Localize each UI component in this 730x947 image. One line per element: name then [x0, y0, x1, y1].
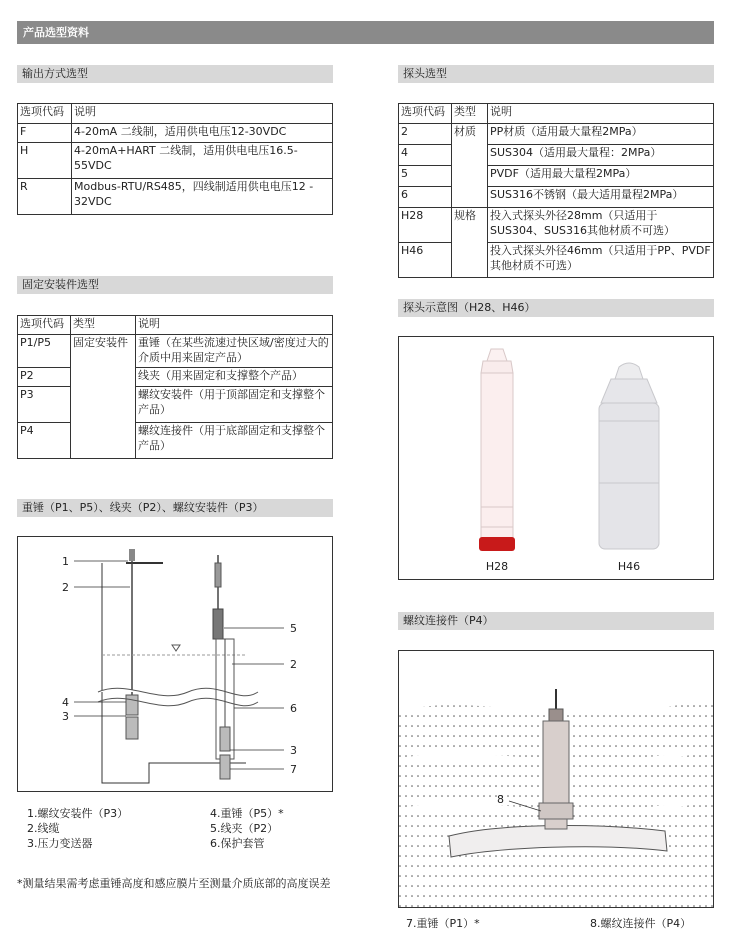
probe-section-header [398, 65, 714, 83]
table-header-row [18, 316, 333, 335]
table-cell-code: H28 [399, 208, 452, 243]
install-legend-left [27, 806, 128, 851]
cable-clamp-icon [213, 609, 223, 639]
install-diagram [17, 536, 333, 792]
thread-section-header [398, 612, 714, 630]
table-row [18, 423, 333, 459]
mount-section-header [17, 276, 333, 294]
legend-item: 5.线夹（P2） [210, 822, 279, 835]
table-cell-type: 材质 [452, 124, 488, 208]
thread-mount-icon [129, 549, 135, 561]
table-header-cell: 选项代码 [399, 104, 452, 124]
install-legend-right [210, 806, 284, 851]
table-header-cell: 说明 [72, 104, 333, 124]
table-cell-desc: 4-20mA 二线制，适用供电电压12-30VDC [72, 124, 333, 143]
table-cell-code: P1/P5 [18, 335, 71, 368]
output-table [17, 103, 333, 215]
thread-caption-left: 7.重锤（P1）* [406, 917, 480, 930]
h46-label: H46 [617, 560, 641, 573]
legend-item: 4.重锤（P5）* [210, 807, 284, 820]
callout-6: 6 [290, 702, 297, 715]
mount-table [17, 315, 333, 459]
callout-2: 2 [62, 581, 69, 594]
legend-item: 1.螺纹安装件（P3） [27, 807, 129, 820]
callout-7: 7 [290, 763, 297, 776]
table-row [18, 368, 333, 387]
table-cell-code: P4 [18, 423, 71, 459]
table-row [399, 166, 714, 187]
install-note: *测量结果需考虑重锤高度和感应膜片至测量介质底部的高度误差 [17, 877, 331, 890]
table-cell-code: H [18, 143, 72, 179]
table-cell-desc: 螺纹连接件（用于底部固定和支撑整个产品） [136, 423, 333, 459]
callout-8: 8 [497, 793, 504, 806]
table-cell-desc: 线夹（用来固定和支撑整个产品） [136, 368, 333, 387]
transmitter-icon [126, 695, 138, 715]
table-row [18, 387, 333, 423]
table-cell-desc: 投入式探头外径28mm（只适用于SUS304、SUS316其他材质不可选） [488, 208, 714, 243]
probe-diagram-header [398, 299, 714, 317]
h28-probe-icon [479, 349, 515, 551]
callout-2b: 2 [290, 658, 297, 671]
table-header-row [18, 104, 333, 124]
table-cell-desc: 螺纹安装件（用于顶部固定和支撑整个产品） [136, 387, 333, 423]
table-row [18, 143, 333, 179]
output-section-title: 输出方式选型 [22, 67, 88, 80]
main-title-bar [17, 21, 714, 44]
callout-1: 1 [62, 555, 69, 568]
table-header-cell: 选项代码 [18, 104, 72, 124]
table-header-cell: 选项代码 [18, 316, 71, 335]
callout-3: 3 [62, 710, 69, 723]
table-cell-desc: Modbus-RTU/RS485，四线制适用供电电压12 - 32VDC [72, 179, 333, 215]
table-cell-desc: 4-20mA+HART 二线制，适用供电电压16.5-55VDC [72, 143, 333, 179]
legend-item: 6.保护套管 [210, 837, 265, 850]
table-cell-code: 6 [399, 187, 452, 208]
table-cell-type: 固定安装件 [71, 335, 136, 459]
h28-label: H28 [485, 560, 509, 573]
table-cell-desc: SUS316不锈钢（最大适用量程2MPa） [488, 187, 714, 208]
table-row [18, 179, 333, 215]
table-header-cell: 说明 [488, 104, 714, 124]
table-cell-code: P2 [18, 368, 71, 387]
thread-connector-icon [539, 803, 573, 819]
callout-5: 5 [290, 622, 297, 635]
table-cell-desc: PVDF（适用最大量程2MPa） [488, 166, 714, 187]
install-section-header [17, 499, 333, 517]
table-cell-code: F [18, 124, 72, 143]
output-section-header [17, 65, 333, 83]
probe-diagram-svg [399, 337, 713, 579]
probe-table [398, 103, 714, 278]
table-cell-desc: 重锤（在某些流速过快区域/密度过大的介质中用来固定产品） [136, 335, 333, 368]
install-diagram-svg [18, 537, 332, 791]
table-row [18, 124, 333, 143]
table-row [399, 187, 714, 208]
probe-diagram [398, 336, 714, 580]
table-header-cell: 说明 [136, 316, 333, 335]
mount-section-title: 固定安装件选型 [22, 278, 99, 291]
table-cell-desc: PP材质（适用最大量程2MPa） [488, 124, 714, 145]
table-cell-code: 4 [399, 145, 452, 166]
install-section-title: 重锤（P1、P5）、线夹（P2）、螺纹安装件（P3） [22, 501, 264, 514]
probe-diagram-title: 探头示意图（H28、H46） [403, 301, 536, 314]
table-row [399, 208, 714, 243]
legend-item: 3.压力变送器 [27, 837, 93, 850]
table-cell-desc: SUS304（适用最大量程：2MPa） [488, 145, 714, 166]
probe-body-icon [543, 721, 569, 803]
table-cell-code: H46 [399, 243, 452, 278]
table-header-cell: 类型 [71, 316, 136, 335]
thread-diagram [398, 650, 714, 908]
callout-3b: 3 [290, 744, 297, 757]
table-row [18, 335, 333, 368]
main-title: 产品选型资料 [23, 26, 89, 39]
thread-caption-right: 8.螺纹连接件（P4） [590, 917, 692, 930]
h46-probe-icon [599, 363, 659, 549]
probe-section-title: 探头选型 [403, 67, 447, 80]
thread-section-title: 螺纹连接件（P4） [403, 614, 494, 627]
table-cell-code: P3 [18, 387, 71, 423]
callout-4: 4 [62, 696, 69, 709]
table-row [399, 145, 714, 166]
table-cell-desc: 投入式探头外径46mm（只适用于PP、PVDF其他材质不可选） [488, 243, 714, 278]
table-header-cell: 类型 [452, 104, 488, 124]
table-cell-code: 5 [399, 166, 452, 187]
table-header-row [399, 104, 714, 124]
table-row [399, 243, 714, 278]
table-row [399, 124, 714, 145]
table-cell-type: 规格 [452, 208, 488, 278]
thread-diagram-svg [399, 651, 713, 907]
table-cell-code: 2 [399, 124, 452, 145]
legend-item: 2.线缆 [27, 822, 60, 835]
table-cell-code: R [18, 179, 72, 215]
